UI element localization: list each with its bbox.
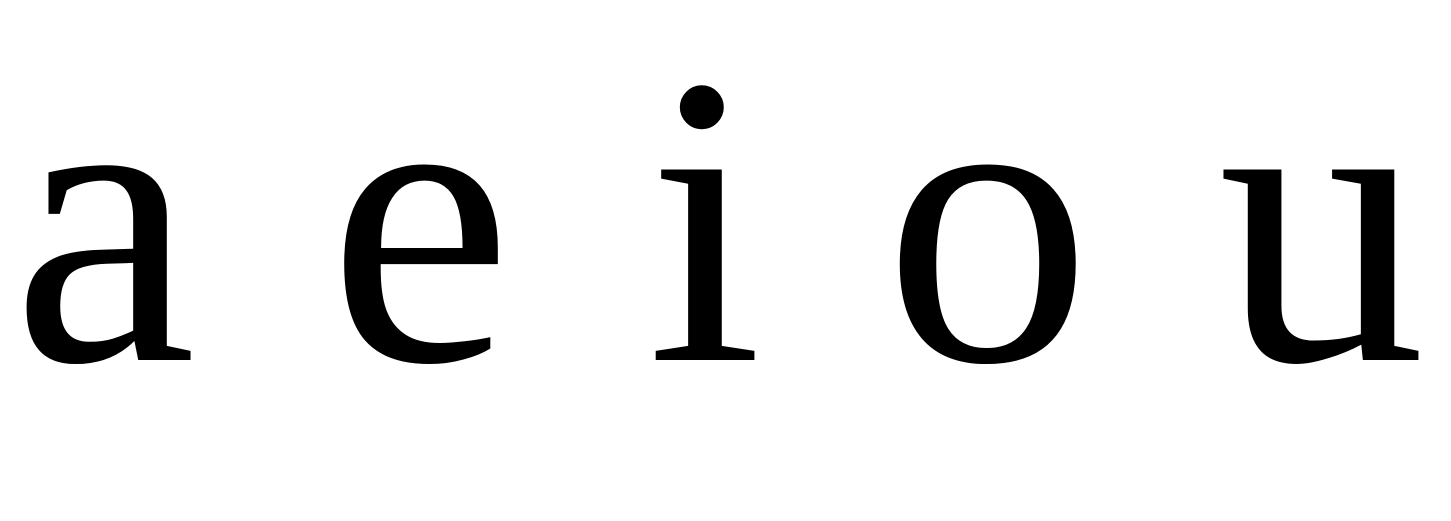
vowel-o: o [884, 0, 1092, 450]
vowel-i: i [647, 0, 763, 450]
vowel-a: a [12, 0, 197, 450]
vowel-e: e [328, 0, 513, 450]
vowel-u: u [1218, 0, 1426, 450]
